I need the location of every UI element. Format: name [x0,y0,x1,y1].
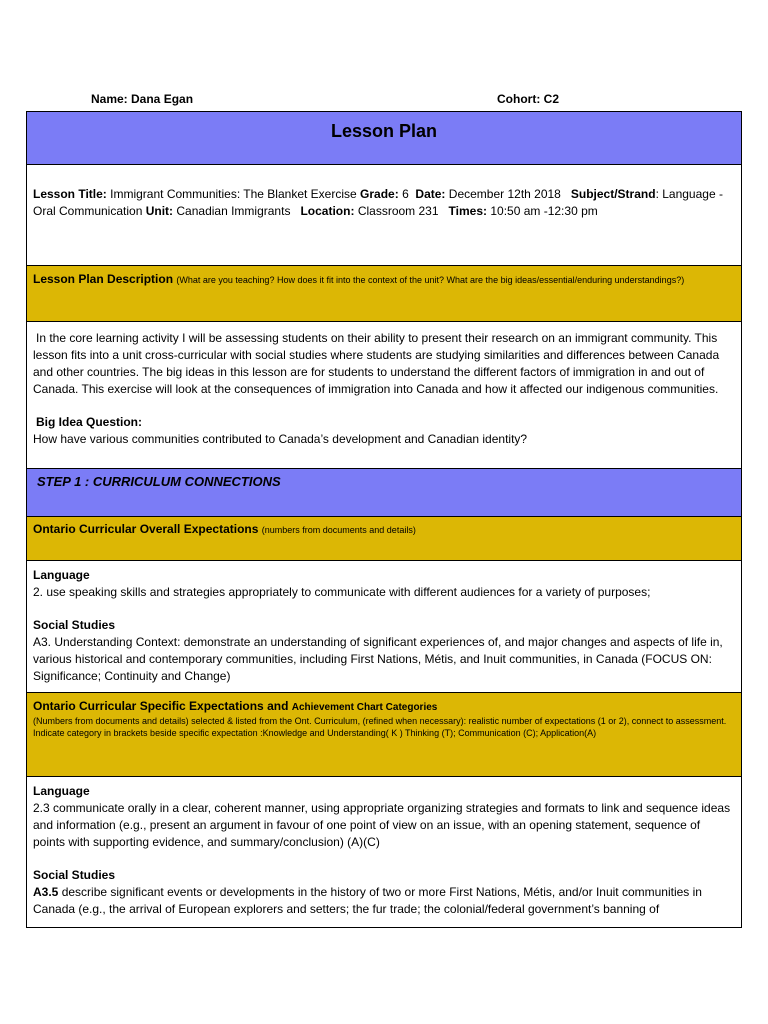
step1-header: STEP 1 : CURRICULUM CONNECTIONS [27,469,741,517]
overall-social-label: Social Studies [33,618,116,632]
overall-expectations-section [27,561,741,693]
lesson-info-section: Lesson Title: Immigrant Communities: The Blanket Exercise Grade: 6 Date: December 12th 2018 Subject/Strand: Language - Oral Communication Unit: Canadian Immigrants Location: Classroom 231 Times: 10:50 am -12:30 pm [27,165,741,266]
specific-language-label: Language [33,784,90,798]
big-idea-question: How have various communities contributed to Canada’s development and Canadian identity? [33,432,528,446]
location-label: Location: [300,204,355,218]
unit-value: Canadian Immigrants [176,204,291,218]
overall-social-text: A3. Understanding Context: demonstrate an understanding of significant experiences of, and major changes and aspects of life in, various historical and contemporary communities, including First Nations, Métis, and Inuit communities, in Canada (FOCUS ON: Significance; Continuity and Change) [33,635,723,683]
overall-expectations-header [27,517,741,561]
specific-social-code: A3.5 [33,885,59,899]
specific-header-label-b: Achievement Chart Categories [291,702,438,713]
grade-value: 6 [402,187,409,201]
description-section [27,322,741,469]
date-label: Date: [415,187,446,201]
overall-header-note: (numbers from documents and details) [261,525,416,535]
lesson-title: Immigrant Communities: The Blanket Exercise [110,187,357,201]
specific-social-label: Social Studies [33,868,116,882]
name-label: Name: Dana Egan [91,92,194,106]
specific-social-item [33,884,735,918]
page-title: Lesson Plan [27,112,741,165]
specific-header-label: Ontario Curricular Specific Expectations and [33,699,289,713]
specific-expectations-section [27,777,741,927]
specific-language-text: 2.3 communicate orally in a clear, coherent manner, using appropriate organizing strategies and formats to link and sequence ideas and information (e.g., present an argument in favour of one point of view on an issue, with an opening statement, sequence of points with supporting evidence, and summary/conclusion) (A)(C) [33,801,731,849]
description-header-note: (What are you teaching? How does it fit into the context of the unit? What are the big ideas/essential/enduring understandings?) [176,275,685,285]
grade-label: Grade: [360,187,399,201]
times-value: 10:50 am -12:30 pm [490,204,598,218]
times-label: Times: [448,204,487,218]
big-idea-label: Big Idea Question: [36,415,143,429]
lesson-plan-document [26,111,742,928]
specific-social-text: describe significant events or developments in the history of two or more First Nations, Métis, and/or Inuit communities in Canada (e.g., the arrival of European explorers and setters; the fur trade; the colonial/federal government’s banning of [33,885,702,916]
specific-expectations-header [27,693,741,777]
description-text: In the core learning activity I will be assessing students on their ability to present their research on an immigrant community. This lesson fits into a unit cross-curricular with social studies where students are studying similarities and differences between Canada and other countries. The big ideas in this lesson are for students to understand the different factors of immigration in and out of Canada. This exercise will look at the consequences of immigration into Canada and how it affected our indigenous communities. [33,331,720,396]
subject-value: Language - Oral Communication [33,187,723,218]
specific-header-note: (Numbers from documents and details) selected & listed from the Ont. Curriculum, (refined when necessary): realistic number of expectations (1 or 2), connect to assessment. Indicate category in brackets beside specific expectation :Knowledge and Understanding( K ) Thinking (T); Communication (C); Application(A) [33,716,727,738]
location-value: Classroom 231 [357,204,439,218]
lesson-title-label: Lesson Title: [33,187,107,201]
overall-language-text: 2. use speaking skills and strategies appropriately to communicate with different audiences for a variety of purposes; [33,585,651,599]
overall-header-label: Ontario Curricular Overall Expectations [33,522,259,536]
description-header-label: Lesson Plan Description [33,272,174,286]
overall-language-label: Language [33,568,90,582]
unit-label: Unit: [145,204,174,218]
subject-label: Subject/Strand [570,187,656,201]
description-header [27,266,741,322]
cohort-label: Cohort: C2 [497,92,559,106]
date-value: December 12th 2018 [448,187,561,201]
